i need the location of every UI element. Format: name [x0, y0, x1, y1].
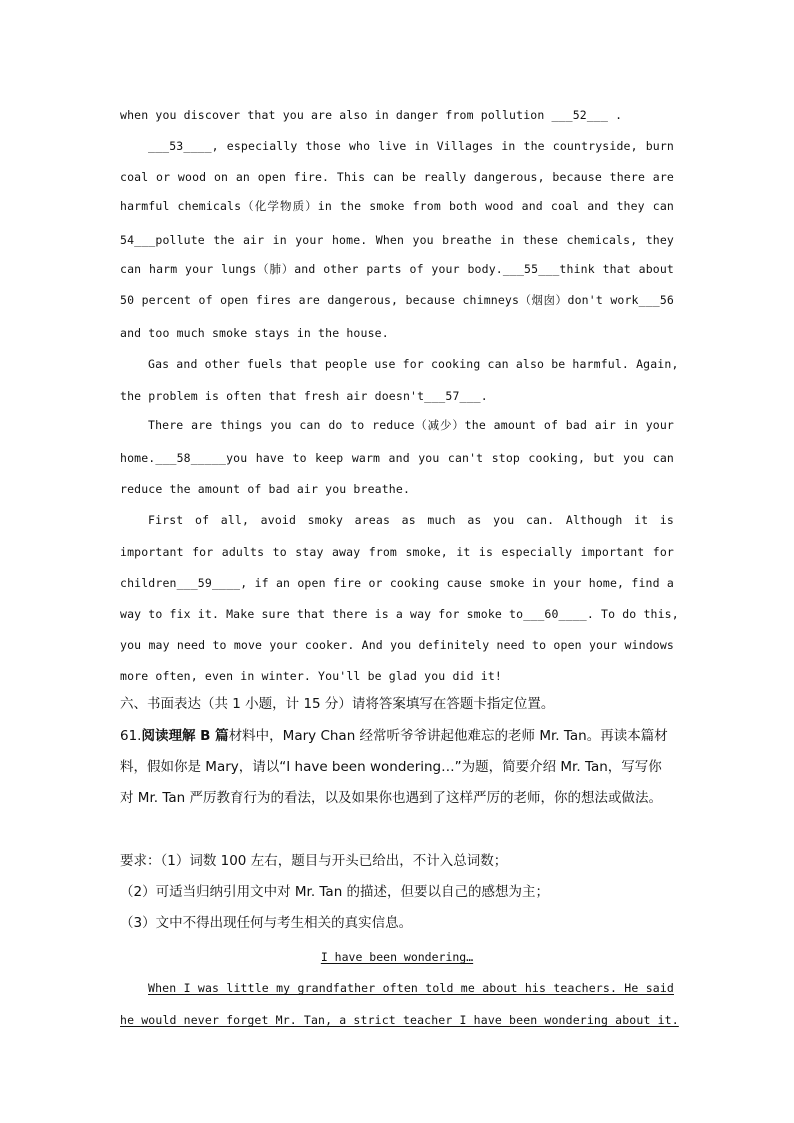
question-reference: 阅读理解 B 篇 [141, 728, 229, 744]
passage-line: coal or wood on an open fire. This can be really dangerous, because there are [120, 170, 674, 184]
question-61 [120, 727, 700, 745]
passage-line: important for adults to stay away from smoke, it is especially important for [120, 545, 674, 559]
essay-line: he would never forget Mr. Tan, a strict teacher I have been wondering about it. [120, 1013, 679, 1027]
question-number: 61. [120, 728, 142, 744]
section-heading: 六、书面表达（共 1 小题，计 15 分）请将答案填写在答题卡指定位置。 [120, 696, 555, 712]
passage-line: There are things you can do to reduce（减少）the amount of bad air in your [148, 418, 674, 432]
passage-line: First of all, avoid smoky areas as much as you can. Although it is [148, 513, 674, 527]
essay-title [120, 949, 674, 965]
passage-line: and too much smoke stays in the house. [120, 326, 389, 340]
question-text-line: 对 Mr. Tan 严厉教育行为的看法，以及如果你也遇到了这样严厉的老师，你的想法或做法。 [120, 790, 662, 806]
essay-line: When I was little my grandfather often told me about his teachers. He said [148, 981, 674, 995]
question-text-line: 料，假如你是 Mary，请以“I have been wondering…”为题，简要介绍 Mr. Tan，写写你 [120, 759, 662, 775]
passage-line: more often, even in winter. You'll be glad you did it! [120, 669, 502, 683]
passage-line: home.___58_____you have to keep warm and you can't stop cooking, but you can [120, 451, 674, 465]
requirement-1: 要求：（1）词数 100 左右，题目与开头已给出，不计入总词数； [120, 853, 508, 869]
passage-line: you may need to move your cooker. And you definitely need to open your windows [120, 638, 674, 652]
passage-line: harmful chemicals（化学物质）in the smoke from both wood and coal and they can [120, 199, 674, 213]
passage-line: reduce the amount of bad air you breathe. [120, 482, 411, 496]
passage-line: 54___pollute the air in your home. When you breathe in these chemicals, they [120, 233, 674, 247]
passage-line: way to fix it. Make sure that there is a way for smoke to___60____. To do this, [120, 607, 679, 621]
passage-line: ___53____, especially those who live in Villages in the countryside, burn [148, 139, 674, 153]
passage-line [120, 107, 674, 123]
passage-line: Gas and other fuels that people use for cooking can also be harmful. Again, [148, 357, 679, 371]
passage-line: the problem is often that fresh air doesn't___57___. [120, 389, 488, 403]
requirement-3: （3）文中不得出现任何与考生相关的真实信息。 [120, 915, 413, 931]
passage-line: 50 percent of open fires are dangerous, because chimneys（烟囱）don't work___56 [120, 293, 674, 307]
passage-text: when you discover that you are also in danger from pollution ___52___ . [120, 108, 623, 122]
passage-line: can harm your lungs（肺）and other parts of your body.___55___think that about [120, 262, 674, 276]
question-text: 材料中，Mary Chan 经常听爷爷讲起他难忘的老师 Mr. Tan。再读本篇材 [228, 728, 668, 744]
requirement-2: （2）可适当归纳引用文中对 Mr. Tan 的描述，但要以自己的感想为主； [120, 884, 550, 900]
passage-line: children___59____, if an open fire or cooking cause smoke in your home, find a [120, 576, 674, 590]
essay-title-text: I have been wondering… [320, 950, 474, 964]
